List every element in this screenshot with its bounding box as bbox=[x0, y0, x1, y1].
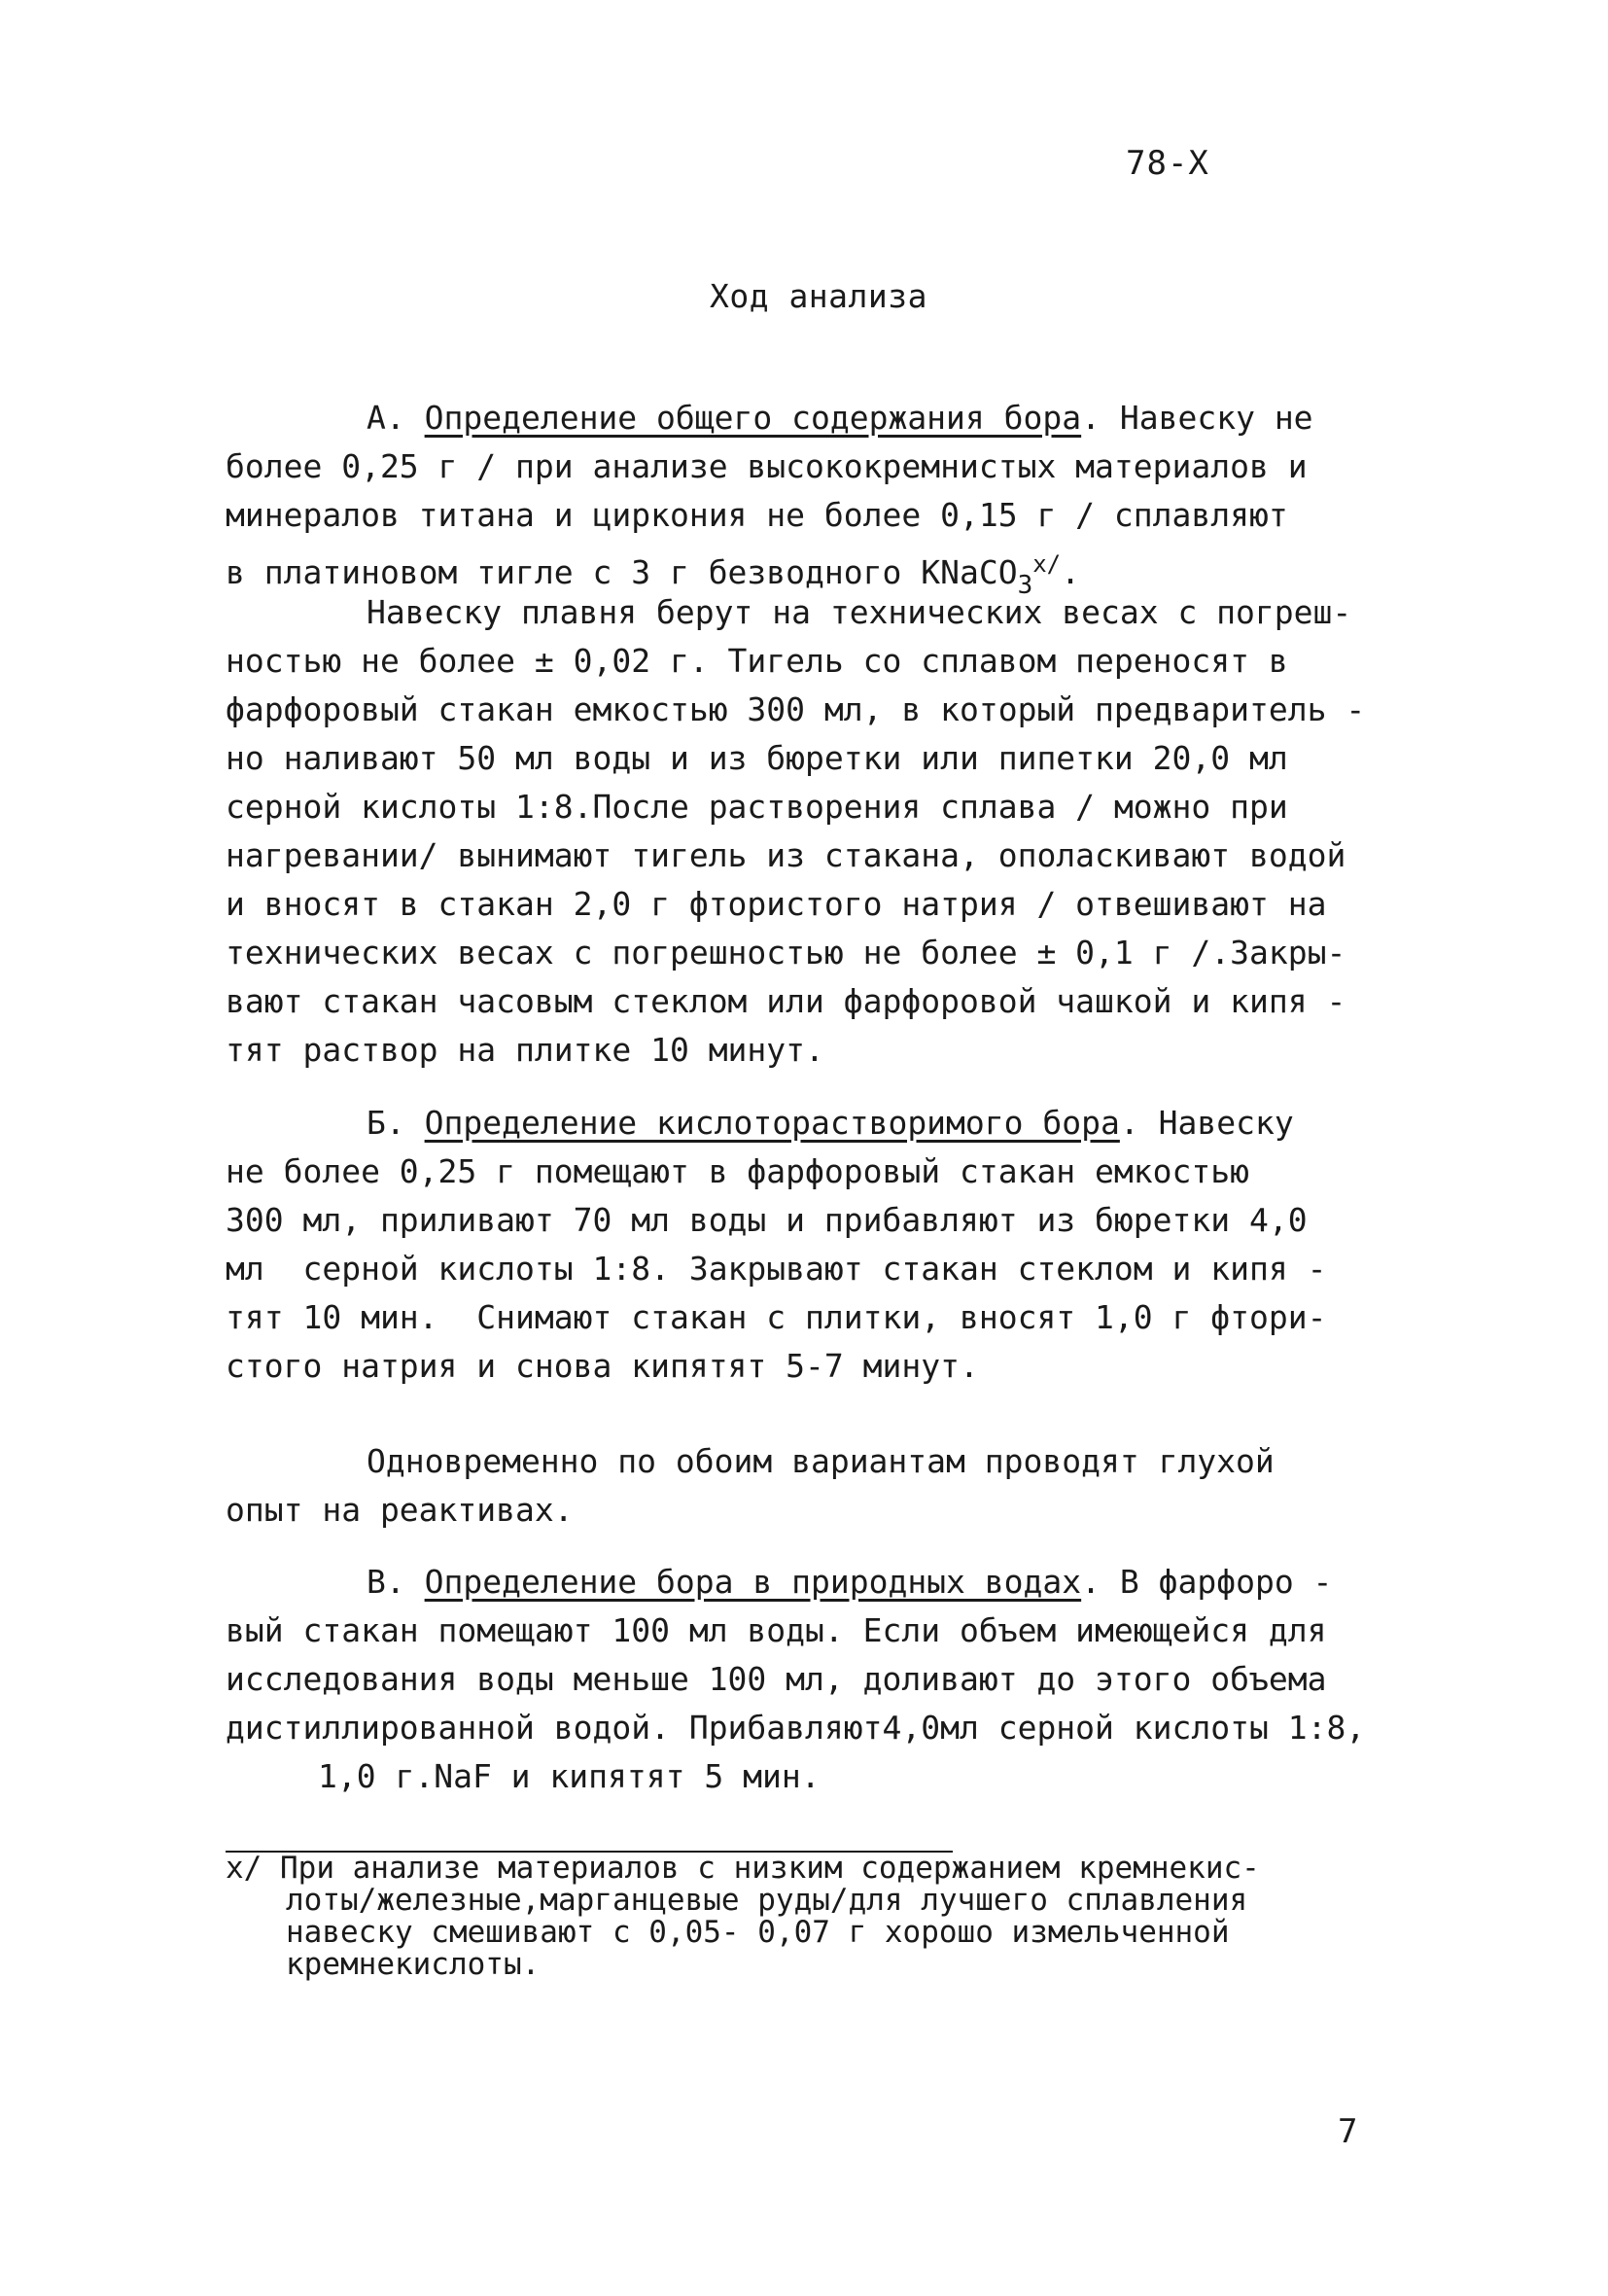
section-a2-line-3: фарфоровый стакан емкостью 300 мл, в который предваритель - bbox=[226, 690, 1366, 728]
document-id: 78-X bbox=[1126, 144, 1209, 183]
section-b-line-4: мл серной кислоты 1:8. Закрывают стакан стеклом и кипя - bbox=[226, 1250, 1327, 1288]
section-v-line-1-text: . В фарфоро - bbox=[1081, 1563, 1333, 1601]
section-b-line-6: стого натрия и снова кипятят 5-7 минут. bbox=[226, 1347, 979, 1385]
section-a2-line-7: и вносят в стакан 2,0 г фтористого натрия / отвешивают на bbox=[226, 885, 1327, 923]
section-a bbox=[226, 394, 1412, 600]
section-a2-line-1: Навеску плавня берут на технических весах с погреш- bbox=[367, 593, 1352, 631]
footnote bbox=[226, 1853, 1412, 1981]
section-v-label: В. bbox=[367, 1563, 405, 1601]
section-a2-line-8: технических весах с погрешностью не более ± 0,1 г /.Закры- bbox=[226, 934, 1346, 971]
section-a2-line-10: тят раствор на плитке 10 минут. bbox=[226, 1031, 824, 1069]
section-b-line-2: не более 0,25 г помещают в фарфоровый стакан емкостью bbox=[226, 1152, 1249, 1190]
blank-experiment-note bbox=[226, 1437, 1412, 1535]
section-b-line-5: тят 10 мин. Снимают стакан с плитки, вносят 1,0 г фтори- bbox=[226, 1298, 1327, 1336]
page-title: Ход анализа bbox=[709, 277, 928, 315]
section-v-heading: Определение бора в природных водах bbox=[424, 1563, 1082, 1601]
formula-subscript: 3 bbox=[1017, 571, 1033, 600]
section-a-label: А. bbox=[367, 399, 405, 437]
section-a2-line-2: ностью не более ± 0,02 г. Тигель со сплавом переносят в bbox=[226, 642, 1288, 680]
section-a-line-4-end: . bbox=[1061, 553, 1081, 591]
section-a-line-1-text: . Навеску не bbox=[1081, 399, 1313, 437]
section-b-line-1 bbox=[226, 1099, 1412, 1148]
section-b bbox=[226, 1099, 1412, 1391]
section-b-line-3: 300 мл, приливают 70 мл воды и прибавляют из бюретки 4,0 bbox=[226, 1201, 1308, 1239]
section-v-line-2: вый стакан помещают 100 мл воды. Если объем имеющейся для bbox=[226, 1611, 1327, 1649]
section-a-heading: Определение общего содержания бора bbox=[424, 399, 1082, 437]
footnote-marker: x/ bbox=[1032, 550, 1062, 578]
section-a2-line-5: серной кислоты 1:8.После растворения сплава / можно при bbox=[226, 788, 1288, 826]
section-a-line-3: минералов титана и циркония не более 0,15 г / сплавляют bbox=[226, 496, 1288, 534]
section-a-line-2: более 0,25 г / при анализе высококремнистых материалов и bbox=[226, 447, 1308, 485]
section-a-line-1 bbox=[226, 394, 1412, 442]
footnote-line-3: навеску смешивают с 0,05- 0,07 г хорошо измельченной bbox=[286, 1915, 1230, 1950]
section-b-label: Б. bbox=[367, 1104, 405, 1142]
section-a2-line-6: нагревании/ вынимают тигель из стакана, ополаскивают водой bbox=[226, 836, 1346, 874]
section-v-line-4: дистиллированной водой. Прибавляют4,0мл серной кислоты 1:8, bbox=[226, 1709, 1366, 1747]
section-v-line-3: исследования воды меньше 100 мл, доливают до этого объема bbox=[226, 1660, 1327, 1698]
section-a-line-4-text: в платиновом тигле с 3 г безводного KNaCO bbox=[226, 553, 1018, 591]
section-v-line-5: 1,0 г.NaF и кипятят 5 мин. bbox=[318, 1757, 821, 1795]
section-b-line-1-text: . Навеску bbox=[1119, 1104, 1294, 1142]
blank-note-line-1: Одновременно по обоим вариантам проводят глухой bbox=[367, 1442, 1275, 1480]
page-number: 7 bbox=[1338, 2112, 1358, 2151]
section-v bbox=[226, 1558, 1412, 1801]
footnote-line-2: лоты/железные,марганцевые руды/для лучшего сплавления bbox=[286, 1883, 1248, 1918]
section-a2-line-4: но наливают 50 мл воды и из бюретки или пипетки 20,0 мл bbox=[226, 739, 1288, 777]
footnote-line-4: кремнекислоты. bbox=[286, 1947, 541, 1982]
section-a2-line-9: вают стакан часовым стеклом или фарфоровой чашкой и кипя - bbox=[226, 982, 1346, 1020]
section-b-heading: Определение кислоторастворимого бора bbox=[424, 1104, 1120, 1142]
section-a-line-4 bbox=[226, 540, 1412, 600]
footnote-line-1: x/ При анализе материалов с низким содержанием кремнекис- bbox=[226, 1851, 1260, 1886]
section-a-continued bbox=[226, 588, 1412, 1075]
section-v-line-1 bbox=[226, 1558, 1412, 1607]
blank-note-line-2: опыт на реактивах. bbox=[226, 1491, 574, 1529]
